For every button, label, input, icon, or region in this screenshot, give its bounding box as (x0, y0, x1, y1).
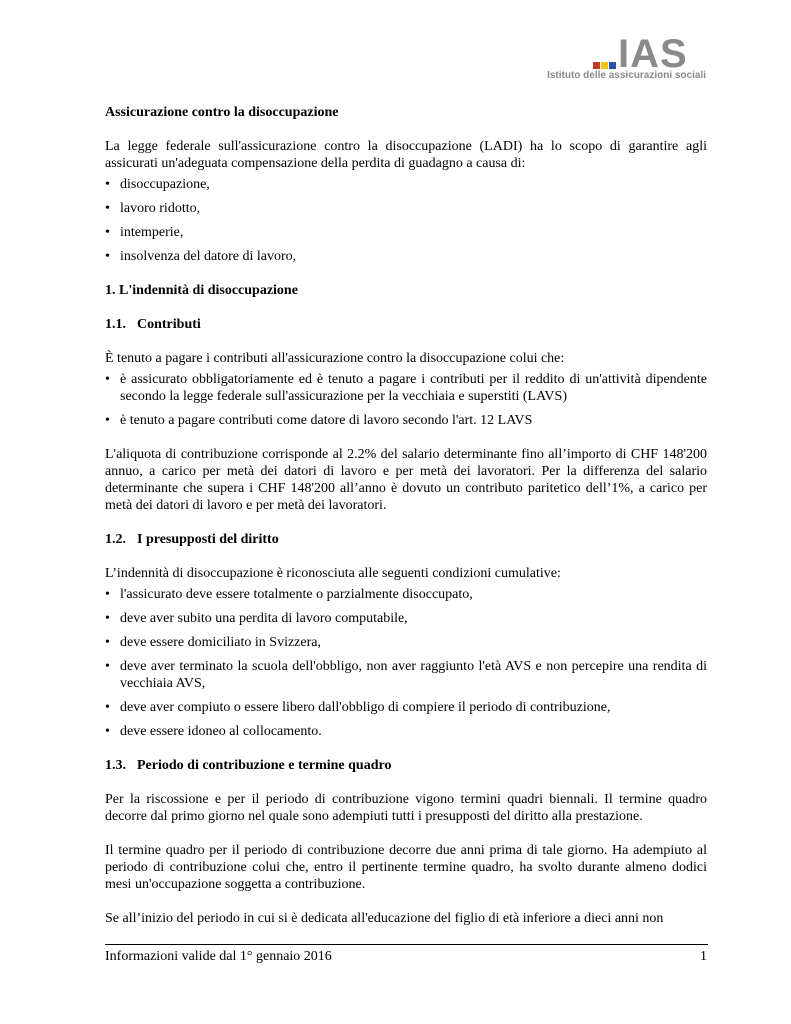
section-title: Periodo di contribuzione e termine quadro (137, 758, 392, 773)
intro-paragraph: La legge federale sull'assicurazione contro la disoccupazione (LADI) ha lo scopo di garantire agli assicurati un'adeguata compensazione della perdita di guadagno a causa di: (105, 139, 707, 171)
document-body (105, 104, 707, 927)
section-number: 1.3. (105, 758, 126, 773)
list-item: • deve aver terminato la scuola dell'obbligo, non aver raggiunto l'età AVS e non percepire una rendita di vecchiaia AVS, (105, 658, 707, 692)
section-number: 1.1. (105, 317, 126, 332)
paragraph: L’indennità di disoccupazione è riconosciuta alle seguenti condizioni cumulative: (105, 566, 561, 581)
list-item: • insolvenza del datore di lavoro, (105, 248, 707, 265)
list-item: • l'assicurato deve essere totalmente o parzialmente disoccupato, (105, 586, 707, 603)
list-item: • è tenuto a pagare contributi come datore di lavoro secondo l'art. 12 LAVS (105, 412, 707, 429)
logo-subtitle: Istituto delle assicurazioni sociali (547, 70, 706, 81)
list-item: • deve aver compiuto o essere libero dall'obbligo di compiere il periodo di contribuzione, (105, 699, 707, 716)
conditions-list (105, 586, 707, 740)
document-title: Assicurazione contro la disoccupazione (105, 105, 339, 120)
paragraph: Il termine quadro per il periodo di contribuzione decorre due anni prima di tale giorno. Ha adempiuto al periodo di contribuzione colui che, entro il pertinente termine quadro, ha svolto durante almeno dodici mesi un'occupazione soggetta a contribuzione. (105, 843, 707, 892)
list-item: • intemperie, (105, 224, 707, 241)
ias-logo (542, 32, 710, 88)
section-title: I presupposti del diritto (137, 532, 279, 547)
footer-validity: Informazioni valide dal 1° gennaio 2016 (105, 949, 332, 964)
list-item: • disoccupazione, (105, 176, 707, 193)
section-1-heading: 1. L'indennità di disoccupazione (105, 283, 298, 298)
page-number: 1 (700, 949, 707, 964)
list-item: • è assicurato obbligatoriamente ed è tenuto a pagare i contributi per il reddito di un'attività dipendente secondo la legge federale sull'assicurazione per la vecchiaia e superstiti (LAVS) (105, 371, 707, 405)
section-number: 1.2. (105, 532, 126, 547)
paragraph: L'aliquota di contribuzione corrisponde al 2.2% del salario determinante fino all’importo di CHF 148'200 annuo, a carico per metà dei datori di lavoro e per metà dei lavoratori. Per la differenza del salario determinante che supera i CHF 148'200 all’anno è dovuto un contributo paritetico dell’1%, a carico per metà dei datori di lavoro e per metà dei lavoratori. (105, 447, 707, 513)
logo-blue-square (609, 62, 616, 69)
footer (105, 948, 707, 965)
section-1-3-heading (105, 757, 707, 774)
section-1-2-heading (105, 531, 707, 548)
footer-divider (105, 944, 708, 945)
logo-text: IAS (618, 32, 688, 76)
paragraph: Per la riscossione e per il periodo di contribuzione vigono termini quadri biennali. Il termine quadro decorre dal primo giorno nel quale sono adempiuti tutti i presupposti del diritto alla prestazione. (105, 792, 707, 824)
logo-red-square (593, 62, 600, 69)
paragraph: È tenuto a pagare i contributi all'assicurazione contro la disoccupazione colui che: (105, 351, 565, 366)
section-title: Contributi (137, 317, 201, 332)
list-item: • deve essere idoneo al collocamento. (105, 723, 707, 740)
list-item: • deve essere domiciliato in Svizzera, (105, 634, 707, 651)
intro-list (105, 176, 707, 265)
paragraph: Se all’inizio del periodo in cui si è dedicata all'educazione del figlio di età inferiore a dieci anni non (105, 911, 664, 926)
section-1-1-heading (105, 316, 707, 333)
contributors-list (105, 371, 707, 429)
list-item: • deve aver subito una perdita di lavoro computabile, (105, 610, 707, 627)
logo-yellow-square (601, 62, 608, 69)
list-item: • lavoro ridotto, (105, 200, 707, 217)
